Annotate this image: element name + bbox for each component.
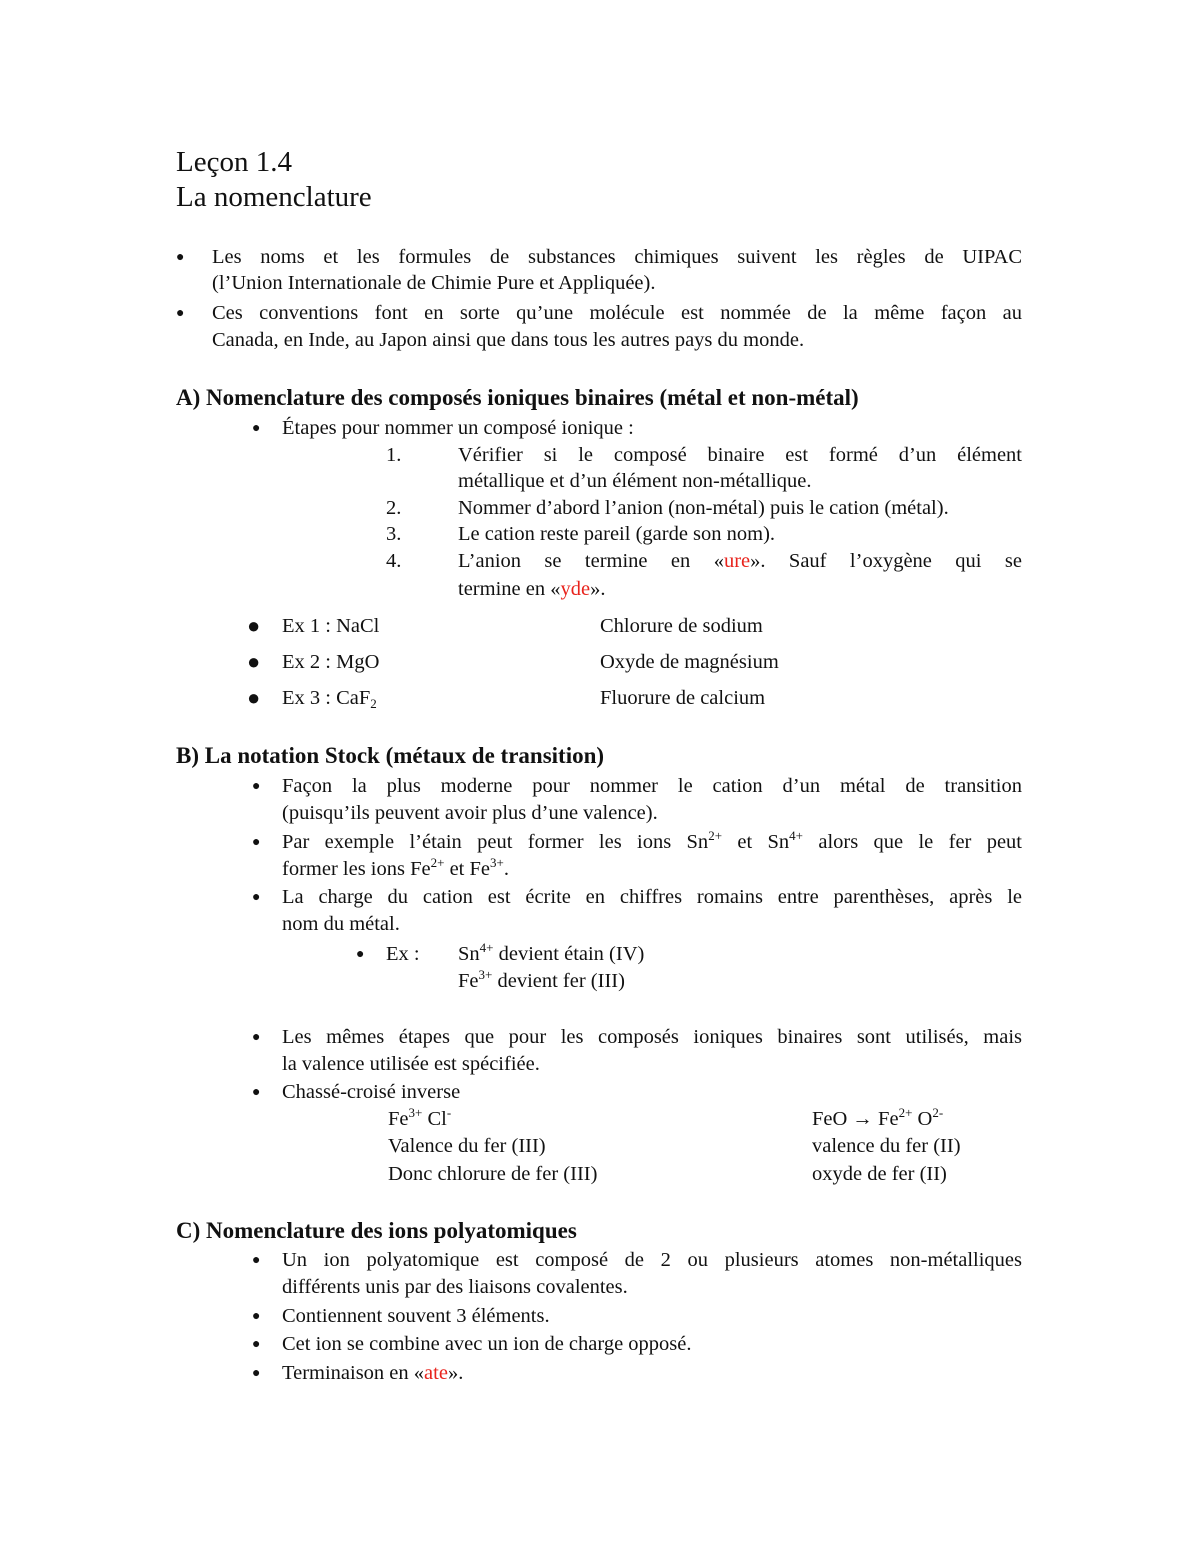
step-1-line-1: Vérifier si le composé binaire est formé d’un élément xyxy=(458,444,1022,466)
cross-right-line-1 xyxy=(812,1106,943,1133)
step-number: 1. xyxy=(386,444,402,466)
bullet-icon: ● xyxy=(252,779,261,794)
example-1-formula: Ex 1 : NaCl xyxy=(282,615,380,637)
subscript: 2 xyxy=(370,696,377,711)
intro-bullet-1-line-1: Les noms et les formules de substances chimiques suivent les règles de UIPAC xyxy=(212,246,1022,268)
step-4-line-1 xyxy=(458,548,1022,575)
section-b-bullet-1-line-1: Façon la plus moderne pour nommer le cation d’un métal de transition xyxy=(282,775,1022,797)
section-b-bullet-5: Chassé-croisé inverse xyxy=(282,1081,461,1103)
charge: 3+ xyxy=(478,967,493,982)
text: Terminaison en « xyxy=(282,1362,425,1384)
step-1-line-2: métallique et d’un élément non-métallique. xyxy=(458,470,812,492)
step-number: 4. xyxy=(386,550,402,572)
text: . xyxy=(503,858,509,880)
text: Sn xyxy=(458,943,480,965)
text: alors que le fer peut xyxy=(803,831,1023,853)
section-c-bullet-3: Cet ion se combine avec un ion de charge opposé. xyxy=(282,1333,692,1355)
bullet-icon: ● xyxy=(356,947,365,962)
intro-bullet-2-line-2: Canada, en Inde, au Japon ainsi que dans tous les autres pays du monde. xyxy=(212,329,805,351)
example-1-name: Chlorure de sodium xyxy=(600,615,763,637)
bullet-icon: ● xyxy=(176,250,185,265)
text: ». xyxy=(447,1362,464,1384)
cross-left-line-1 xyxy=(388,1106,451,1133)
bullet-icon: ● xyxy=(176,306,185,321)
stock-example-1 xyxy=(458,941,644,968)
text: Cl xyxy=(422,1108,447,1130)
charge: 2+ xyxy=(708,828,723,843)
bullet-icon: ● xyxy=(252,835,261,850)
formula-text: Ex 3 : CaF xyxy=(282,687,371,709)
text: FeO → Fe xyxy=(812,1108,899,1130)
bullet-icon: ● xyxy=(252,1253,261,1268)
charge: - xyxy=(446,1105,452,1120)
steps-intro: Étapes pour nommer un composé ionique : xyxy=(282,417,634,439)
step-2-text: Nommer d’abord l’anion (non-métal) puis le cation (métal). xyxy=(458,497,949,519)
stock-example-2 xyxy=(458,968,625,995)
text: et Fe xyxy=(444,858,490,880)
section-a-heading: A) Nomenclature des composés ioniques binaires (métal et non-métal) xyxy=(176,385,859,410)
section-b-bullet-1-line-2: (puisqu’ils peuvent avoir plus d’une valence). xyxy=(282,802,658,824)
text: Par exemple l’étain peut former les ions Sn xyxy=(282,831,709,853)
section-c-bullet-1-line-2: différents unis par des liaisons covalentes. xyxy=(282,1276,628,1298)
step-4-text: termine en « xyxy=(458,578,561,600)
example-3-formula xyxy=(282,685,377,712)
section-b-bullet-2-line-2 xyxy=(282,856,509,883)
bullet-icon: ● xyxy=(252,890,261,905)
lesson-number: Leçon 1.4 xyxy=(176,146,292,178)
bullet-icon: ● xyxy=(247,685,261,710)
step-4-text: L’anion se termine en « xyxy=(458,550,724,572)
cross-right-line-3: oxyde de fer (II) xyxy=(812,1163,947,1185)
bullet-icon: ● xyxy=(247,613,261,638)
step-number: 3. xyxy=(386,523,402,545)
section-b-heading: B) La notation Stock (métaux de transition) xyxy=(176,743,605,768)
bullet-icon: ● xyxy=(252,1337,261,1352)
cross-right-line-2: valence du fer (II) xyxy=(812,1135,961,1157)
ending-ate: ate xyxy=(424,1362,448,1384)
cross-left-line-2: Valence du fer (III) xyxy=(388,1135,546,1157)
bullet-icon: ● xyxy=(252,1366,261,1381)
charge: 2+ xyxy=(898,1105,913,1120)
example-2-name: Oxyde de magnésium xyxy=(600,651,779,673)
section-c-bullet-4 xyxy=(282,1360,463,1387)
section-b-bullet-4-line-1: Les mêmes étapes que pour les composés ioniques binaires sont utilisés, mais xyxy=(282,1026,1022,1048)
charge: 2+ xyxy=(430,855,445,870)
charge: 3+ xyxy=(408,1105,423,1120)
bullet-icon: ● xyxy=(252,421,261,436)
section-b-bullet-3-line-2: nom du métal. xyxy=(282,913,400,935)
bullet-icon: ● xyxy=(247,649,261,674)
stock-example-label: Ex : xyxy=(386,943,420,965)
charge: 3+ xyxy=(490,855,504,870)
text: et Sn xyxy=(722,831,790,853)
text: O xyxy=(912,1108,933,1130)
bullet-icon: ● xyxy=(252,1030,261,1045)
step-number: 2. xyxy=(386,497,402,519)
example-2-formula: Ex 2 : MgO xyxy=(282,651,380,673)
cross-left-line-3: Donc chlorure de fer (III) xyxy=(388,1163,598,1185)
section-b-bullet-4-line-2: la valence utilisée est spécifiée. xyxy=(282,1053,540,1075)
charge: 4+ xyxy=(789,828,804,843)
text: Fe xyxy=(388,1108,409,1130)
bullet-icon: ● xyxy=(252,1309,261,1324)
ending-yde: yde xyxy=(560,578,591,600)
section-c-heading: C) Nomenclature des ions polyatomiques xyxy=(176,1218,577,1243)
charge: 2- xyxy=(932,1105,944,1120)
section-b-bullet-2-line-1 xyxy=(282,829,1022,856)
ending-ure: ure xyxy=(723,550,751,572)
intro-bullet-1-line-2: (l’Union Internationale de Chimie Pure et Appliquée). xyxy=(212,272,656,294)
text: devient étain (IV) xyxy=(493,943,645,965)
intro-bullet-2-line-1: Ces conventions font en sorte qu’une molécule est nommée de la même façon au xyxy=(212,302,1022,324)
bullet-icon: ● xyxy=(252,1085,261,1100)
step-4-line-2 xyxy=(458,576,605,603)
charge: 4+ xyxy=(479,940,494,955)
step-4-text: ». Sauf l’oxygène qui se xyxy=(750,550,1022,572)
section-b-bullet-3-line-1: La charge du cation est écrite en chiffres romains entre parenthèses, après le xyxy=(282,886,1022,908)
section-c-bullet-1-line-1: Un ion polyatomique est composé de 2 ou plusieurs atomes non-métalliques xyxy=(282,1249,1022,1271)
example-3-name: Fluorure de calcium xyxy=(600,687,766,709)
step-3-text: Le cation reste pareil (garde son nom). xyxy=(458,523,776,545)
section-c-bullet-2: Contiennent souvent 3 éléments. xyxy=(282,1305,550,1327)
text: former les ions Fe xyxy=(282,858,431,880)
lesson-title: La nomenclature xyxy=(176,181,372,213)
text: devient fer (III) xyxy=(492,970,625,992)
step-4-text: ». xyxy=(590,578,606,600)
text: Fe xyxy=(458,970,479,992)
